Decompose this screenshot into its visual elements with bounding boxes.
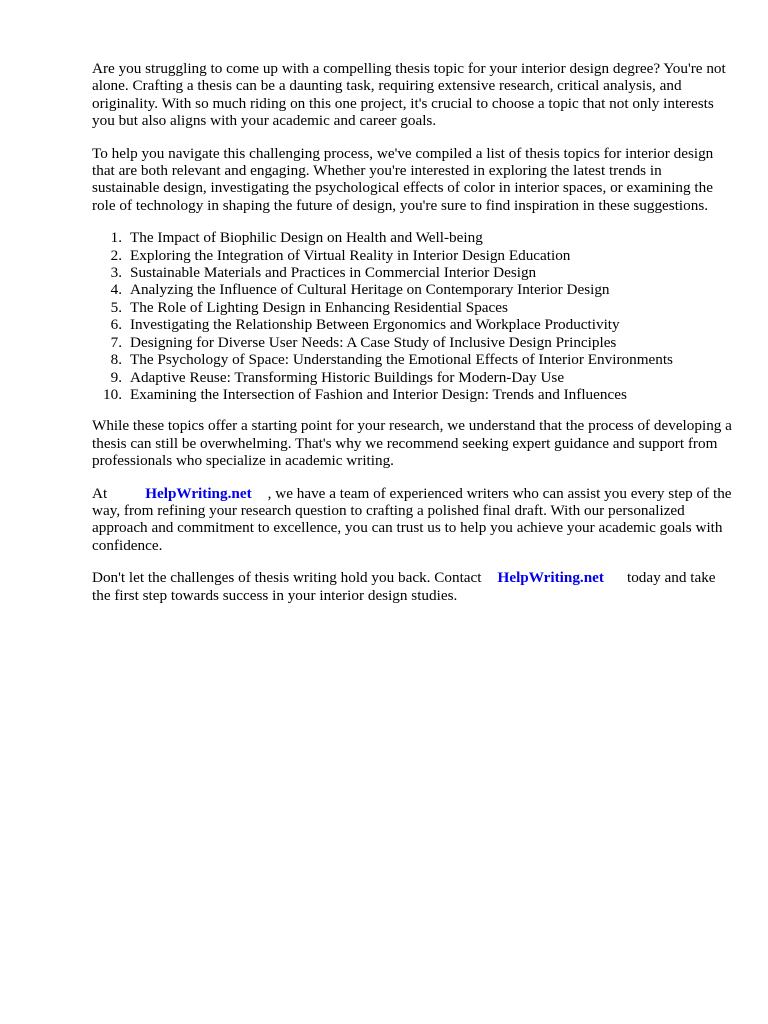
list-number: 3. xyxy=(110,264,122,282)
document-page xyxy=(92,60,732,619)
list-item xyxy=(92,316,732,333)
list-item xyxy=(92,351,732,368)
call-to-action-paragraph xyxy=(92,569,732,604)
topic-text: Examining the Intersection of Fashion and Interior Design: Trends and Influences xyxy=(130,385,627,403)
topic-text: Analyzing the Influence of Cultural Heritage on Contemporary Interior Design xyxy=(130,281,610,299)
list-item xyxy=(92,299,732,316)
cta-text-after: today and take the first step towards success in your interior design studies. xyxy=(92,569,716,604)
list-item xyxy=(92,247,732,264)
team-text-before: At xyxy=(92,484,108,502)
list-number: 5. xyxy=(110,298,122,316)
team-paragraph xyxy=(92,485,732,555)
list-number: 9. xyxy=(110,368,122,386)
list-item xyxy=(92,264,732,281)
topic-text: The Impact of Biophilic Design on Health and Well-being xyxy=(130,229,483,247)
list-number: 6. xyxy=(110,316,122,334)
list-item xyxy=(92,229,732,246)
list-number: 10. xyxy=(103,385,122,403)
topic-text: Adaptive Reuse: Transforming Historic Buildings for Modern-Day Use xyxy=(130,368,565,386)
list-number: 2. xyxy=(110,246,122,264)
list-number: 1. xyxy=(110,229,122,247)
list-number: 8. xyxy=(110,351,122,369)
topics-intro-paragraph: To help you navigate this challenging process, we've compiled a list of thesis topics for interior design that are both relevant and engaging. Whether you're interested in exploring the latest trends in sustainable design, investigating the psychological effects of color in interior spaces, or examining the role of technology in shaping the future of design, you're sure to find inspiration in these suggestions. xyxy=(92,144,714,214)
helpwriting-link[interactable]: HelpWriting.net xyxy=(145,484,252,502)
topic-text: Exploring the Integration of Virtual Reality in Interior Design Education xyxy=(130,246,571,264)
list-number: 7. xyxy=(110,333,122,351)
topic-text: Designing for Diverse User Needs: A Case Study of Inclusive Design Principles xyxy=(130,333,617,351)
list-number: 4. xyxy=(110,281,122,299)
list-item xyxy=(92,281,732,298)
intro-paragraph: Are you struggling to come up with a compelling thesis topic for your interior design degree? You're not alone. Crafting a thesis can be a daunting task, requiring extensive research, critical analysis, and originality. With so much riding on this one project, it's crucial to choose a topic that not only interests you but also aligns with your academic and career goals. xyxy=(92,60,726,130)
topic-text: The Role of Lighting Design in Enhancing Residential Spaces xyxy=(130,298,508,316)
topic-text: Sustainable Materials and Practices in Commercial Interior Design xyxy=(130,264,537,282)
cta-text-before: Don't let the challenges of thesis writing hold you back. Contact xyxy=(92,569,482,587)
topic-text: Investigating the Relationship Between Ergonomics and Workplace Productivity xyxy=(130,316,620,334)
thesis-topics-list xyxy=(92,229,732,403)
list-item xyxy=(92,334,732,351)
starting-point-paragraph: While these topics offer a starting point for your research, we understand that the process of developing a thesis can still be overwhelming. That's why we recommend seeking expert guidance and support from professionals who specialize in academic writing. xyxy=(92,417,732,470)
topic-text: The Psychology of Space: Understanding the Emotional Effects of Interior Environments xyxy=(130,351,673,369)
helpwriting-contact-link[interactable]: HelpWriting.net xyxy=(497,569,604,587)
list-item xyxy=(92,386,732,403)
team-text-after: , we have a team of experienced writers who can assist you every step of the way, from refining your research question to crafting a polished final draft. With our personalized approach and commitment to excellence, you can trust us to help you achieve your academic goals with confidence. xyxy=(92,484,732,554)
list-item xyxy=(92,369,732,386)
